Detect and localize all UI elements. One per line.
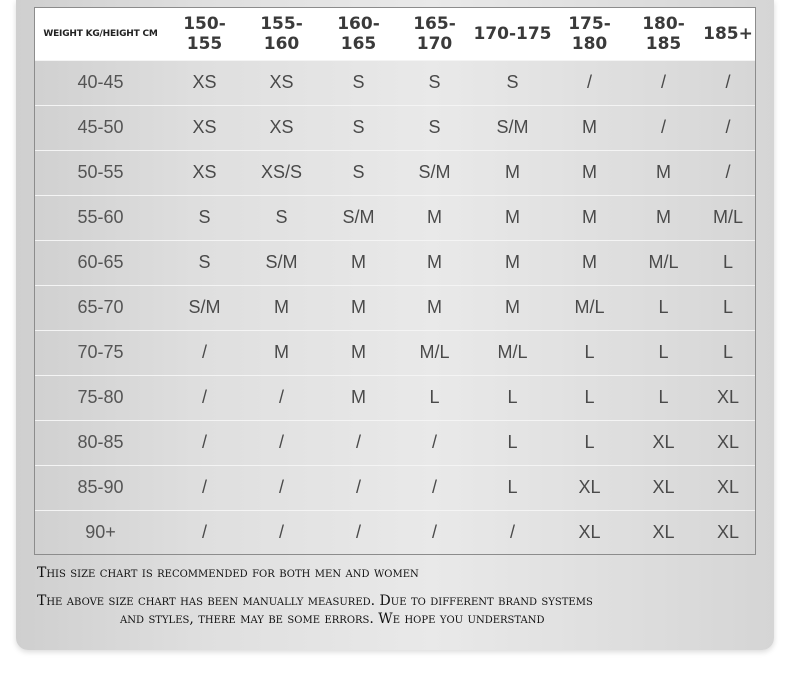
size-cell: S/M [496, 117, 529, 137]
size-cell: / [660, 117, 666, 137]
size-cell: M [427, 207, 442, 227]
height-header: 150-155 [183, 13, 226, 54]
size-cell: M [351, 342, 366, 362]
size-cell: L [429, 387, 440, 407]
size-cell: M [505, 162, 520, 182]
size-cell: L [507, 432, 518, 452]
weight-cell: 85-90 [77, 477, 124, 497]
size-cell: M [582, 207, 597, 227]
size-cell: / [278, 522, 284, 543]
size-cell: M [582, 252, 597, 272]
size-cell: / [431, 477, 437, 497]
table-row [35, 150, 755, 195]
weight-cell: 70-75 [77, 342, 124, 362]
table-row [35, 465, 755, 510]
size-cell: M [274, 297, 289, 317]
table-row [35, 240, 755, 285]
weight-cell: 55-60 [77, 207, 124, 227]
size-cell: XL [652, 477, 675, 497]
height-header: 165-170 [413, 13, 456, 54]
size-cell: XL [578, 477, 601, 497]
size-cell: M [505, 207, 520, 227]
size-cell: / [431, 432, 437, 452]
height-header: 160-165 [337, 13, 380, 54]
size-cell: M [351, 297, 366, 317]
size-cell: XL [652, 432, 675, 452]
size-cell: M/L [574, 297, 605, 317]
size-cell: S/M [418, 162, 451, 182]
size-cell: / [201, 477, 207, 497]
height-header: 185+ [703, 23, 753, 44]
size-cell: / [201, 342, 207, 362]
size-cell: / [725, 72, 731, 92]
size-cell: / [201, 432, 207, 452]
note-unisex: This size chart is recommended for both men and women [37, 565, 419, 581]
height-header: 175-180 [568, 13, 611, 54]
size-cell: S/M [265, 252, 298, 272]
size-cell: S [352, 72, 365, 92]
size-cell: S [352, 162, 365, 182]
size-cell: XS [192, 72, 217, 92]
size-cell: S [428, 72, 441, 92]
height-header: 155-160 [260, 13, 303, 54]
size-cell: M [427, 252, 442, 272]
size-cell: S [198, 252, 211, 272]
header-row [35, 8, 755, 60]
size-cell: M [505, 297, 520, 317]
weight-cell: 60-65 [77, 252, 124, 272]
size-cell: XS/S [260, 162, 303, 182]
note-disclaimer-line-1: The above size chart has been manually measured. Due to different brand systems [37, 593, 593, 609]
table-row [35, 420, 755, 465]
size-cell: M [582, 117, 597, 137]
size-cell: L [584, 387, 595, 407]
size-cell: XL [716, 432, 740, 452]
size-cell: S [352, 117, 365, 137]
size-cell: M/L [497, 342, 528, 362]
table-row [35, 330, 755, 375]
size-cell: M [656, 162, 671, 182]
size-cell: M [274, 342, 289, 362]
size-cell: XL [716, 522, 740, 543]
size-cell: XL [716, 387, 740, 407]
size-cell: S [198, 207, 211, 227]
size-cell: L [658, 387, 669, 407]
size-cell: M [351, 252, 366, 272]
size-cell: S [506, 72, 519, 92]
table-row [35, 375, 755, 420]
size-cell: XL [652, 522, 675, 543]
size-cell: XS [269, 72, 294, 92]
size-cell: / [431, 522, 437, 543]
size-cell: M [656, 207, 671, 227]
size-cell: M [505, 252, 520, 272]
size-cell: / [725, 162, 731, 182]
size-cell: L [722, 252, 733, 272]
size-cell: M [427, 297, 442, 317]
size-cell: M [582, 162, 597, 182]
size-cell: / [725, 117, 731, 137]
note-disclaimer [37, 592, 737, 628]
size-cell: S/M [342, 207, 375, 227]
size-cell: XS [192, 162, 217, 182]
size-cell: / [201, 387, 207, 407]
size-cell: L [722, 342, 733, 362]
weight-cell: 80-85 [77, 432, 124, 452]
table-row [35, 285, 755, 330]
size-chart-table [35, 8, 755, 555]
size-cell: XS [192, 117, 217, 137]
size-cell: L [658, 297, 669, 317]
table-row [35, 510, 755, 555]
size-cell: / [355, 477, 361, 497]
corner-label: WEIGHT KG/HEIGHT CM [43, 28, 158, 39]
size-cell: XL [578, 522, 601, 543]
weight-cell: 75-80 [77, 387, 124, 407]
size-cell: M/L [419, 342, 450, 362]
weight-cell: 45-50 [77, 117, 124, 137]
weight-cell: 50-55 [77, 162, 124, 182]
note-disclaimer-line-2: and styles, there may be some errors. We hope you understand [120, 611, 545, 627]
size-cell: XL [716, 477, 740, 497]
size-cell: / [201, 522, 207, 543]
size-cell: / [278, 432, 284, 452]
weight-cell: 90+ [85, 522, 116, 543]
table-row [35, 105, 755, 150]
size-cell: / [509, 522, 515, 543]
size-cell: XS [269, 117, 294, 137]
size-cell: L [658, 342, 669, 362]
weight-cell: 65-70 [77, 297, 124, 317]
height-header: 170-175 [473, 23, 552, 44]
weight-cell: 40-45 [77, 72, 124, 92]
table-row [35, 195, 755, 240]
size-cell: M/L [712, 207, 743, 227]
table-body [35, 60, 755, 555]
size-cell: M/L [648, 252, 679, 272]
size-cell: L [584, 432, 595, 452]
size-cell: L [507, 387, 518, 407]
size-cell: S/M [188, 297, 221, 317]
size-cell: M [351, 387, 366, 407]
size-cell: L [507, 477, 518, 497]
size-cell: / [278, 477, 284, 497]
size-cell: / [355, 432, 361, 452]
table-row [35, 60, 755, 105]
size-cell: / [278, 387, 284, 407]
size-cell: S [428, 117, 441, 137]
size-cell: S [275, 207, 288, 227]
size-cell: L [584, 342, 595, 362]
height-header: 180-185 [642, 13, 685, 54]
size-cell: L [722, 297, 733, 317]
size-cell: / [355, 522, 361, 543]
size-cell: / [660, 72, 666, 92]
size-cell: / [586, 72, 592, 92]
